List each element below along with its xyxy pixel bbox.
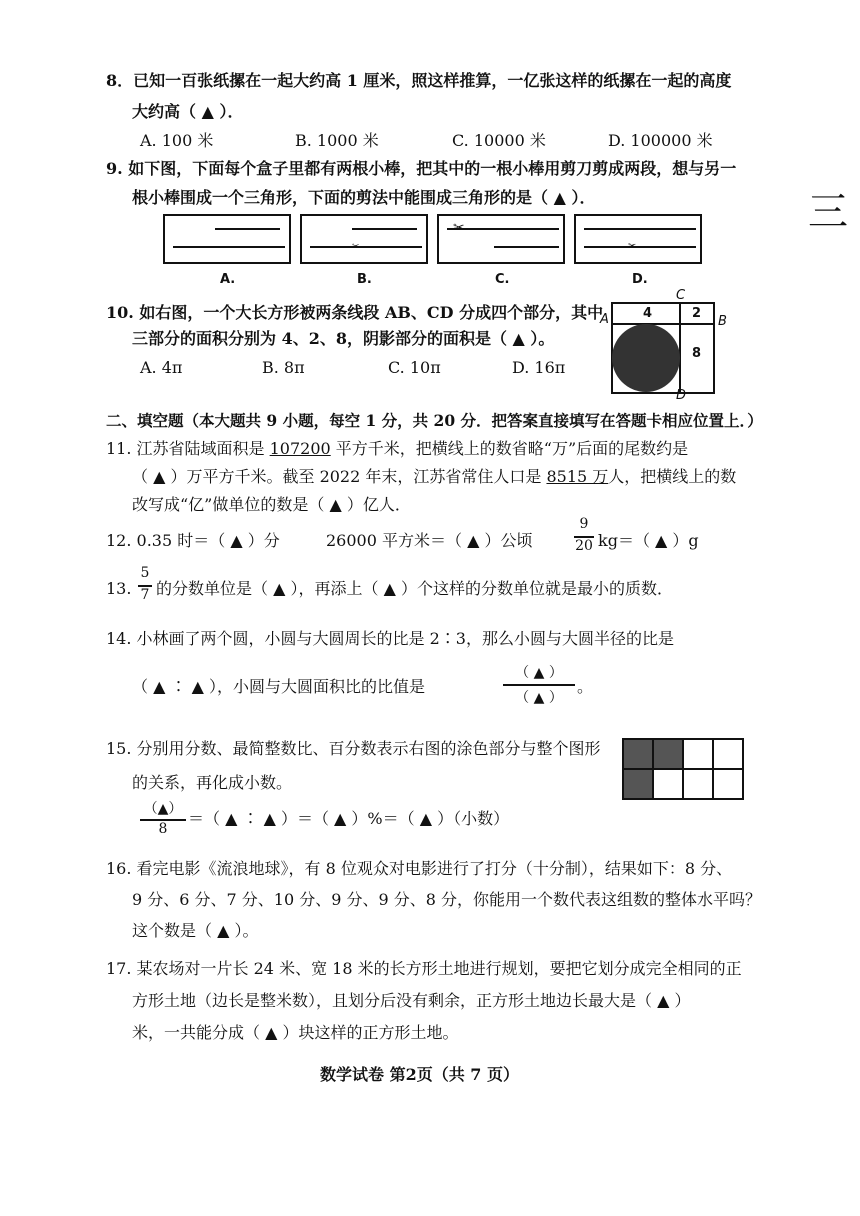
rectangle-figure	[598, 288, 728, 403]
stick	[584, 228, 696, 230]
q15-line1: 15. 分别用分数、最简整数比、百分数表示右图的涂色部分与整个图形	[106, 739, 601, 758]
shaded-cell	[623, 739, 653, 769]
q12-part3: kg＝（ ▲ ）g	[598, 531, 699, 550]
q14-end: 。	[577, 677, 594, 696]
q10-line2: 三部分的面积分别为 4、2、8，阴影部分的面积是（ ▲ ）。	[132, 329, 555, 348]
label-b: B	[718, 314, 727, 329]
q17-line1: 17. 某农场对一片长 24 米、宽 18 米的长方形土地进行规划，要把它划分成完全相同的正	[106, 959, 742, 978]
q11-text: 11. 江苏省陆域面积是	[106, 439, 270, 458]
q15-line2: 的关系，再化成小数。	[132, 773, 293, 792]
q8-line1: 8．已知一百张纸摞在一起大约高 1 厘米，照这样推算，一亿张这样的纸摞在一起的高度	[106, 71, 732, 90]
q12-part1: 12. 0.35 时＝（ ▲ ）分	[106, 531, 280, 550]
q14-fraction-den: （ ▲ ）	[515, 690, 563, 706]
q10-option-b: B. 8π	[262, 358, 305, 377]
stick	[310, 246, 422, 248]
q11-underlined-area: 107200	[269, 439, 331, 458]
q14-fraction-num: （ ▲ ）	[515, 665, 563, 681]
q11-text: 平方千米，把横线上的数省略“万”后面的尾数约是	[330, 439, 689, 458]
stick	[584, 246, 696, 248]
q11-line3: 改写成“亿”做单位的数是（ ▲ ）亿人．	[132, 495, 411, 514]
scissors-icon: ✂	[628, 241, 637, 252]
q11-line1	[106, 438, 688, 460]
fraction-bar	[503, 684, 575, 686]
q10-option-c: C. 10π	[388, 358, 441, 377]
q13-fraction-num: 5	[140, 565, 150, 581]
label-area-2: 2	[692, 306, 702, 321]
rectangle-figure-svg	[598, 288, 728, 400]
q16-line3: 这个数是（ ▲ ）。	[132, 921, 259, 940]
stick	[173, 246, 285, 248]
stick-box-a	[163, 214, 291, 264]
q8-option-a: A. 100 米	[140, 131, 214, 150]
label-area-8: 8	[692, 346, 702, 361]
q11-text: 人，把横线上的数	[608, 467, 737, 486]
section2-title: 二、填空题（本大题共 9 小题，每空 1 分，共 20 分．把答案直接填写在答题卡相应位置上．）	[106, 411, 763, 430]
q16-line2: 9 分、6 分、7 分、10 分、9 分、9 分、8 分，你能用一个数代表这组数的整体水平吗？	[132, 890, 762, 909]
label-d: D	[676, 388, 687, 403]
q12-part2: 26000 平方米＝（ ▲ ）公顷	[326, 531, 533, 550]
q13-text: 的分数单位是（ ▲ ），再添上（ ▲ ）个这样的分数单位就是最小的质数．	[156, 579, 673, 598]
q14-line1: 14. 小林画了两个圆，小圆与大圆周长的比是 2∶3，那么小圆与大圆半径的比是	[106, 629, 674, 648]
stick	[215, 228, 280, 230]
stick-box-b	[300, 214, 428, 264]
q15-line3: ＝（ ▲ ∶ ▲ ）＝（ ▲ ）%＝（ ▲ ）（小数）	[188, 809, 510, 828]
q17-line2: 方形土地（边长是整米数），且划分后没有剩余，正方形土地边长最大是（ ▲ ）	[132, 991, 691, 1010]
caption-c: C.	[495, 272, 510, 287]
stick	[494, 246, 559, 248]
q10-option-a: A. 4π	[140, 358, 183, 377]
q8-line2: 大约高（ ▲ ）．	[132, 102, 244, 121]
q11-line2	[132, 466, 736, 488]
shaded-cell	[653, 739, 683, 769]
q15-fraction-den: 8	[158, 821, 168, 837]
label-a: A	[600, 312, 609, 327]
q11-text: （ ▲ ）万平方千米。截至 2022 年末，江苏省常住人口是	[132, 467, 547, 486]
q12-fraction-den: 20	[575, 538, 593, 554]
q14-line2: （ ▲ ∶ ▲ ），小圆与大圆面积比的比值是	[132, 677, 425, 696]
shaded-circle	[612, 324, 680, 392]
caption-b: B.	[357, 272, 372, 287]
shaded-cell	[623, 769, 653, 799]
q15-grid-figure	[622, 738, 746, 804]
q12-fraction-num: 9	[579, 516, 589, 532]
caption-d: D.	[632, 272, 648, 287]
caption-a: A.	[220, 272, 236, 287]
q17-line3: 米，一共能分成（ ▲ ）块这样的正方形土地。	[132, 1023, 459, 1042]
page-footer: 数学试卷 第2页（共 7 页）	[320, 1065, 519, 1084]
label-c: C	[676, 288, 686, 303]
stick-box-d	[574, 214, 702, 264]
q15-grid-svg	[622, 738, 746, 800]
label-area-4: 4	[643, 306, 653, 321]
q13-fraction-den: 7	[140, 587, 150, 603]
scissors-icon: ✂	[352, 242, 360, 252]
q8-option-b: B. 1000 米	[295, 131, 379, 150]
q10-line1: 10. 如右图，一个大长方形被两条线段 AB、CD 分成四个部分，其中	[106, 303, 604, 322]
stick-box-c	[437, 214, 565, 264]
scissors-icon: ✂	[453, 220, 465, 236]
stick	[352, 228, 417, 230]
q9-line2: 根小棒围成一个三角形，下面的剪法中能围成三角形的是（ ▲ ）．	[132, 188, 596, 207]
q8-option-d: D. 100000 米	[608, 131, 713, 150]
q11-underlined-population: 8515 万	[546, 467, 609, 486]
q9-line1: 9. 如下图，下面每个盒子里都有两根小棒，把其中的一根小棒用剪刀剪成两段，想与另一	[106, 159, 737, 178]
q8-option-c: C. 10000 米	[452, 131, 546, 150]
q15-fraction-num: （▲）	[143, 801, 183, 817]
q16-line1: 16. 看完电影《流浪地球》，有 8 位观众对电影进行了打分（十分制），结果如下：8 分、	[106, 859, 733, 878]
q13-number: 13.	[106, 579, 132, 598]
q10-option-d: D. 16π	[512, 358, 566, 377]
side-mark: 三	[808, 189, 848, 235]
